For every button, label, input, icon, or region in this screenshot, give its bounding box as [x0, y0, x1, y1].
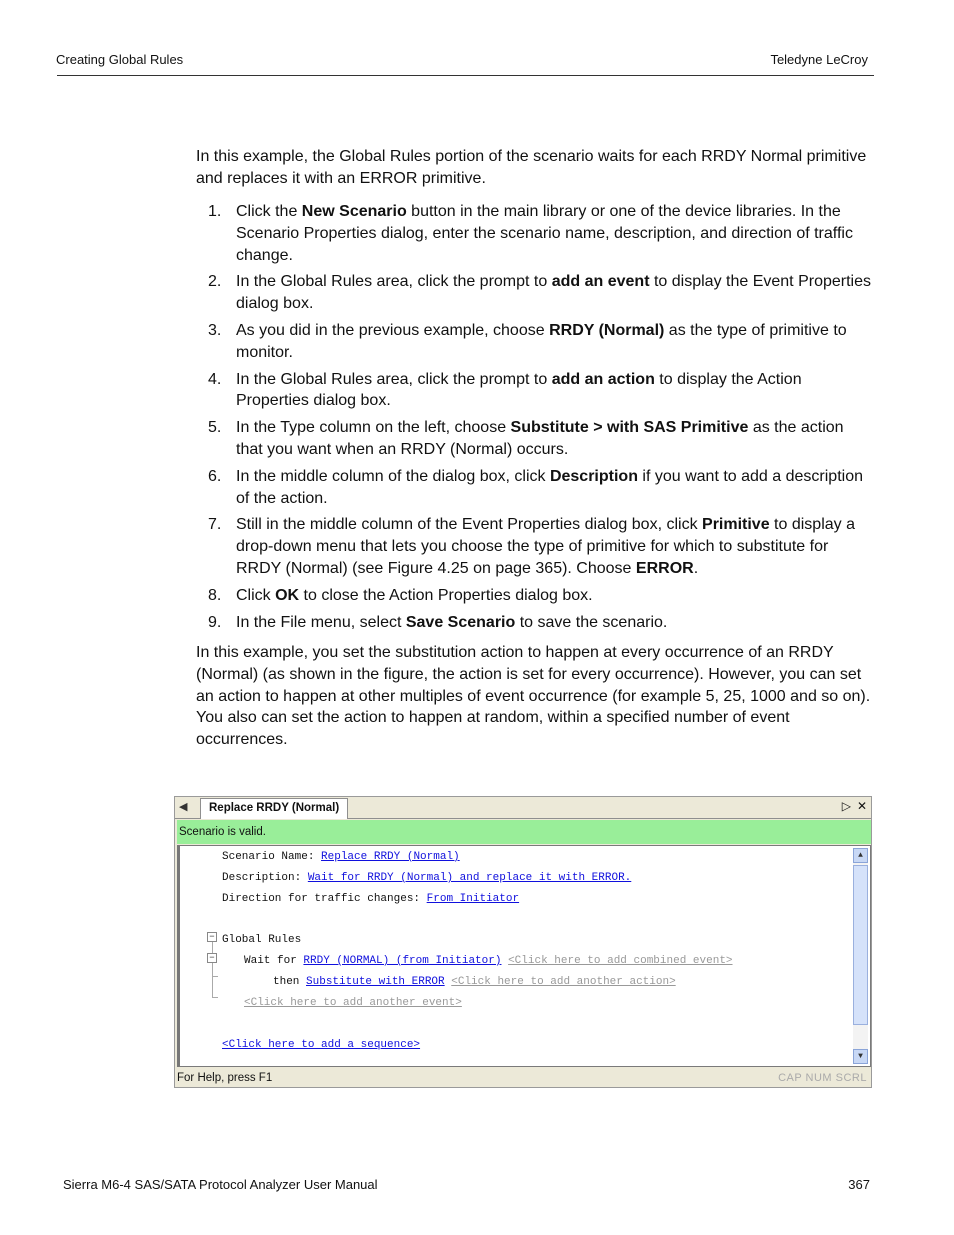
direction-row	[222, 893, 519, 905]
collapse-global-rules-icon[interactable]: −	[207, 932, 217, 942]
description-label: Description:	[222, 872, 302, 884]
step-number: 4.	[208, 370, 222, 388]
add-combined-event-link[interactable]: <Click here to add combined event>	[508, 955, 733, 967]
tab-scroll-left-icon[interactable]: ◀	[179, 801, 188, 813]
action-link[interactable]: Substitute with ERROR	[306, 976, 445, 988]
step-text: to save the scenario.	[515, 613, 668, 631]
validation-banner: Scenario is valid.	[177, 820, 871, 844]
tree-line	[212, 963, 213, 997]
step-text: to display a drop-down menu that lets you choose the type of primitive for which to substitute for RRDY (Normal) (see Figure 4.25 on page 365). Choose	[236, 516, 855, 577]
scenario-name-link[interactable]: Replace RRDY (Normal)	[321, 851, 460, 863]
step-item	[196, 271, 872, 315]
step-text: In the Global Rules area, click the prompt to	[236, 273, 552, 291]
vertical-scrollbar[interactable]	[853, 848, 868, 1064]
scenario-name-row	[222, 851, 460, 863]
step-text: In the Type column on the left, choose	[236, 419, 511, 437]
outro-paragraph: In this example, you set the substitution action to happen at every occurrence of an RRDY (Normal) (as shown in the figure, the action is set for every occurrence). However, you can set an action to happen at other multiples of event occurrence (for example 5, 25, 1000 and so on). You also can set the action to happen at random, within a specified number of event occurrences.	[196, 644, 871, 749]
step-item	[196, 320, 872, 364]
tab-scenario[interactable]: Replace RRDY (Normal)	[200, 798, 348, 819]
step-text: Still in the middle column of the Event Properties dialog box, click	[236, 516, 703, 534]
intro-paragraph: In this example, the Global Rules portion of the scenario waits for each RRDY Normal primitive and replaces it with an ERROR primitive.	[196, 148, 867, 187]
step-item	[196, 201, 872, 266]
step-emphasis: OK	[275, 586, 300, 604]
collapse-event-icon[interactable]: −	[207, 953, 217, 963]
global-rules-label: Global Rules	[222, 934, 302, 946]
step-emphasis: add an event	[551, 273, 650, 291]
step-text: Click the	[236, 203, 302, 220]
tree-line	[212, 976, 218, 977]
footer-manual-title: Sierra M6-4 SAS/SATA Protocol Analyzer User Manual	[63, 1177, 378, 1192]
step-number: 7.	[208, 516, 222, 534]
header-rule	[57, 75, 874, 76]
step-text: if you want to add a description of the action.	[236, 467, 863, 507]
step-emphasis: ERROR	[635, 559, 694, 577]
scrollbar-thumb[interactable]	[853, 865, 868, 1025]
step-text: As you did in the previous example, choose	[236, 321, 550, 339]
step-number: 6.	[208, 467, 222, 485]
step-text: to display the Event Properties dialog box.	[236, 273, 871, 313]
step-item	[196, 466, 872, 510]
step-text: .	[693, 559, 699, 577]
step-text: to display the Action Properties dialog box.	[236, 370, 802, 410]
page-number: 367	[848, 1177, 870, 1192]
tree-line	[212, 997, 218, 998]
step-emphasis: Substitute > with SAS Primitive	[510, 419, 749, 437]
step-text: In the File menu, select	[236, 613, 406, 631]
step-emphasis: RRDY (Normal)	[549, 321, 665, 339]
step-text: In the middle column of the dialog box, click	[236, 467, 550, 485]
direction-label: Direction for traffic changes:	[222, 893, 421, 905]
tab-scroll-right-icon[interactable]: ▷	[841, 799, 851, 813]
scenario-editor	[177, 845, 871, 1067]
step-number: 9.	[208, 613, 222, 631]
step-number: 1.	[208, 203, 222, 220]
step-text: to close the Action Properties dialog box.	[299, 586, 593, 604]
step-number: 8.	[208, 586, 222, 604]
step-item	[196, 585, 872, 607]
tab-controls	[836, 799, 867, 813]
tab-bar	[175, 797, 871, 819]
step-emphasis: Primitive	[702, 516, 770, 534]
add-another-action-link[interactable]: <Click here to add another action>	[451, 976, 676, 988]
scenario-editor-screenshot	[174, 796, 872, 1088]
scroll-down-icon[interactable]: ▼	[853, 1049, 868, 1064]
step-item	[196, 612, 872, 634]
step-number: 2.	[208, 273, 222, 291]
step-number: 5.	[208, 419, 222, 437]
step-text: Click	[236, 586, 276, 604]
description-row	[222, 872, 631, 884]
step-emphasis: Save Scenario	[405, 613, 516, 631]
steps-list	[196, 201, 872, 638]
wait-event-row	[244, 955, 733, 967]
step-number: 3.	[208, 321, 222, 339]
step-item	[196, 369, 872, 413]
step-text: button in the main library or one of the device libraries. In the Scenario Properties dialog, enter the scenario name, description, and direction of traffic change.	[236, 203, 853, 264]
step-emphasis: Description	[549, 467, 638, 485]
scroll-up-icon[interactable]: ▲	[853, 848, 868, 863]
then-action-row	[273, 976, 676, 988]
wait-for-label: Wait for	[244, 955, 297, 967]
step-text: as the action that you want when an RRDY (Normal) occurs.	[236, 419, 844, 458]
status-indicators: CAP NUM SCRL	[778, 1072, 867, 1084]
description-link[interactable]: Wait for RRDY (Normal) and replace it with ERROR.	[307, 872, 632, 884]
status-help-text: For Help, press F1	[177, 1072, 273, 1084]
step-item	[196, 417, 872, 461]
event-link[interactable]: RRDY (NORMAL) (from Initiator)	[303, 955, 502, 967]
step-text: In the Global Rules area, click the prompt to	[236, 370, 552, 388]
running-header-company: Teledyne LeCroy	[770, 52, 868, 67]
step-emphasis: add an action	[551, 370, 655, 388]
add-another-event-link[interactable]: <Click here to add another event>	[244, 997, 462, 1009]
step-emphasis: New Scenario	[301, 203, 407, 220]
then-label: then	[273, 976, 300, 988]
add-sequence-link[interactable]: <Click here to add a sequence>	[222, 1039, 421, 1051]
step-text: as the type of primitive to monitor.	[236, 321, 847, 361]
running-header-title: Creating Global Rules	[56, 52, 184, 67]
close-icon[interactable]: ✕	[856, 799, 867, 813]
scenario-name-label: Scenario Name:	[222, 851, 315, 863]
step-item	[196, 514, 872, 579]
direction-link[interactable]: From Initiator	[426, 893, 520, 905]
status-bar	[177, 1069, 871, 1087]
